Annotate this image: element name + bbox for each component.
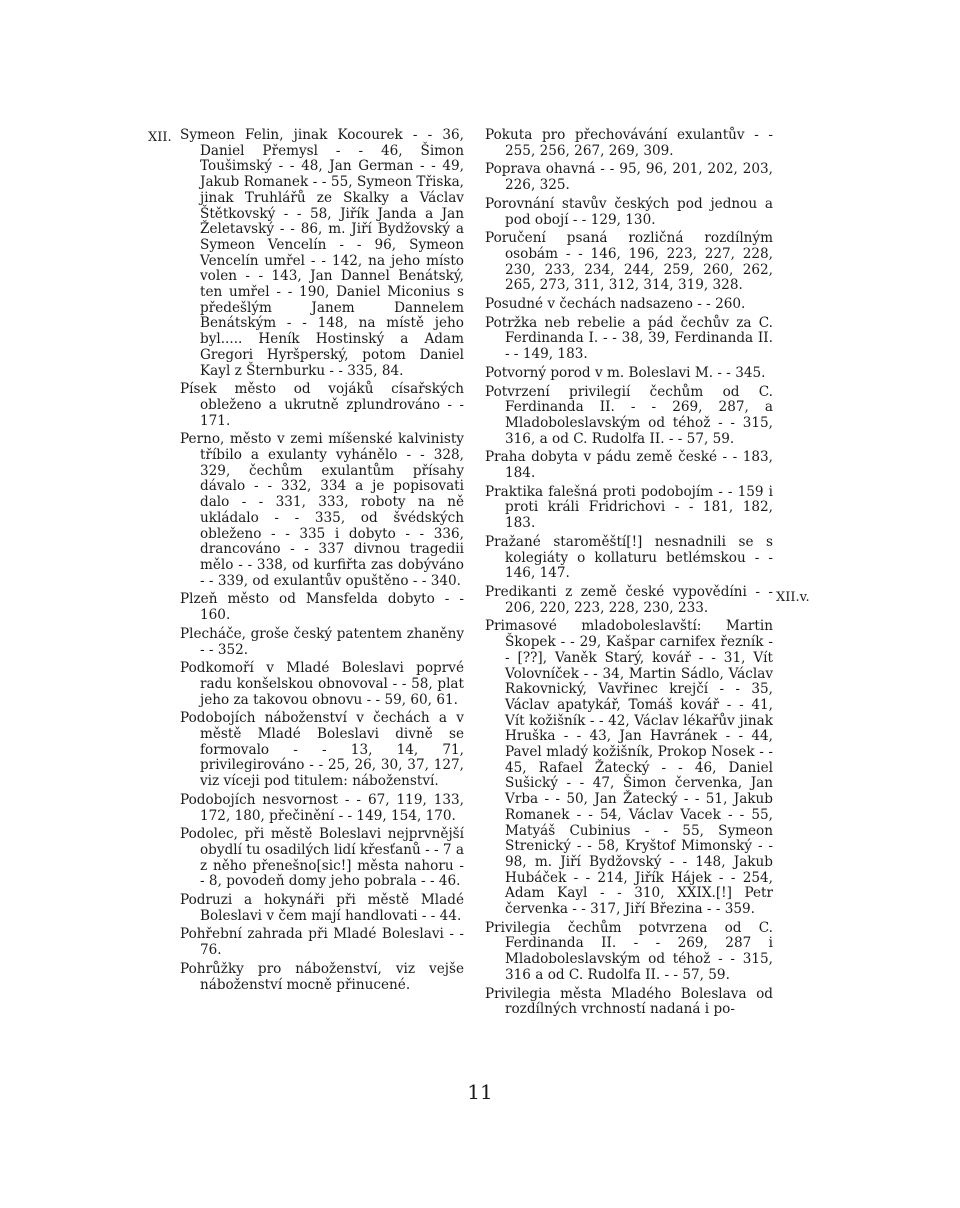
index-entry: Podobojích náboženství v čechách a v městě Mladé Boleslavi divně se formovalo - - 13, 14, 71, privilegirováno - - 25, 26, 30, 37, 127, viz víceji pod titulem: náboženství. xyxy=(180,710,464,790)
index-entry: Porovnání stavův českých pod jednou a pod obojí - - 129, 130. xyxy=(485,195,773,228)
index-entry: Pohrůžky pro náboženství, viz vejše náboženství mocně přinucené. xyxy=(180,960,464,993)
index-entry: Podobojích nesvornost - - 67, 119, 133, 172, 180, přečinění - - 149, 154, 170. xyxy=(180,791,464,824)
index-entry: Plzeň město od Mansfelda dobyto - - 160. xyxy=(180,591,464,624)
index-entry: Plecháče, groše český patentem zhaněny - - 352. xyxy=(180,625,464,658)
margin-note-right: XII.v. xyxy=(776,590,810,605)
index-entry: Praktika falešná proti podobojím - - 159 i proti králi Fridrichovi - - 181, 182, 183. xyxy=(485,483,773,532)
index-entry: Primasové mladoboleslavští: Martin Škopek - - 29, Kašpar carnifex řezník - - [??], Vaněk Starý, kovář - - 31, Vít Volovníček - - 34, Martin Sádlo, Václav Rakovnický, Vavřinec krejčí - - 35, Václav apatykář, Tomáš kovář - - 41, Vít kožišník - - 42, Václav lékařův jinak Hruška - - 43, Jan Havránek - - 44, Pavel mladý kožišník, Prokop Nosek - - 45, Rafael Žatecký - - 46, Daniel Sušický - - 47, Šimon červenka, Jan Vrba - - 50, Jan Žatecký - - 51, Jakub Romanek - - 54, Václav Vacek - - 55, Matyáš Cubinius - - 55, Symeon Strenický - - 58, Kryštof Mimonský - - 98, m. Jiří Bydžovský - - 148, Jakub Hubáček - - 214, Jiřík Hájek - - 254, Adam Kayl - - 310, XXIX.[!] Petr červenka - - 317, Jiří Březina - - 359. xyxy=(485,618,773,918)
index-entry: Pokuta pro přechovávání exulantův - - 255, 256, 267, 269, 309. xyxy=(485,127,773,159)
index-entry: Predikanti z země české vypovědíni - - 206, 220, 223, 228, 230, 233. xyxy=(485,583,773,616)
index-entry: Potvorný porod v m. Boleslavi M. - - 345. xyxy=(485,364,766,381)
index-entry: Podolec, při městě Boleslavi nejprvnější obydlí tu osadilých lidí křesťanů - - 7 a z něho přenešno[sic!] města nahoru - - 8, povodeň domy jeho pobrala - - 46. xyxy=(180,826,464,890)
index-entry: Symeon Felin, jinak Kocourek - - 36, Daniel Přemysl - - 46, Šimon Toušimský - - 48, Jan German - - 49, Jakub Romanek - - 55, Symeon Třiska, jinak Truhlářů ze Skalky a Václav Štětkovský - - 58, Jiřík Janda a Jan Želetavský - - 86, m. Jiří Bydžovský a Symeon Vencelín - - 96, Symeon Vencelín umřel - - 142, na jeho místo volen - - 143, Jan Dannel Benátský, ten umřel - - 190, Daniel Miconius s předešlým Janem Dannelem Benátským - - 148, na místě jeho byl..... Heník Hostinský a Adam Gregori Hyršperský, potom Daniel Kayl z Šternburku - - 335, 84. xyxy=(180,127,464,379)
right-column xyxy=(485,128,773,1021)
index-entry: Potržka neb rebelie a pád čechův za C. Ferdinanda I. - - 38, 39, Ferdinanda II. - - 149, 183. xyxy=(485,314,773,363)
margin-note-left: XII. xyxy=(148,130,172,145)
index-entry: Podkomoří v Mladé Boleslavi poprvé radu konšelskou obnovoval - - 58, plat jeho za takovou obnovu - - 59, 60, 61. xyxy=(180,660,464,708)
index-entry: Praha dobyta v pádu země české - - 183, 184. xyxy=(485,449,773,482)
index-entry: Perno, město v zemi míšenské kalvinisty tříbilo a exulanty vyhánělo - - 328, 329, čechům exulantům přísahy dávalo - - 332, 334 a je popisovati dalo - - 331, 333, roboty na ně ukládalo - - 335, od švédských obleženo - - 335 i dobyto - - 336, drancováno - - 337 divnou tragedii mělo - - 338, od kurfiřta zas dobýváno - - 339, od exulantův opuštěno - - 340. xyxy=(180,431,464,589)
left-column xyxy=(180,128,464,996)
index-entry: Pohřební zahrada při Mladé Boleslavi - - 76. xyxy=(180,926,464,959)
index-entry: Poručení psaná rozličná rozdílným osobám - - 146, 196, 223, 227, 228, 230, 233, 234, 244, 259, 260, 262, 265, 273, 311, 312, 314, 319, 328. xyxy=(485,230,773,294)
index-entry: Privilegia čechům potvrzena od C. Ferdinanda II. - - 269, 287 i Mladoboleslavským od téhož - - 315, 316 a od C. Rudolfa II. - - 57, 59. xyxy=(485,919,773,983)
index-entry: Privilegia města Mladého Boleslava od rozdílných vrchností nadaná i po- xyxy=(485,985,773,1018)
page-number: 11 xyxy=(467,1080,493,1104)
index-entry: Podruzi a hokynáři při městě Mladé Boleslavi v čem mají handlovati - - 44. xyxy=(180,892,464,924)
index-entry: Písek město od vojáků císařských obleženo a ukrutně zplundrováno - - 171. xyxy=(180,381,464,429)
index-entry: Posudné v čechách nadsazeno - - 260. xyxy=(485,296,746,313)
index-entry: Potvrzení privilegií čechům od C. Ferdinanda II. - - 269, 287, a Mladoboleslavským od téhož - - 315, 316, a od C. Rudolfa II. - - 57, 59. xyxy=(485,383,773,447)
index-entry: Pražané staroměští[!] nesnadnili se s kolegiáty o kollaturu betlémskou - - 146, 147. xyxy=(485,533,773,582)
index-entry: Poprava ohavná - - 95, 96, 201, 202, 203, 226, 325. xyxy=(485,161,773,194)
